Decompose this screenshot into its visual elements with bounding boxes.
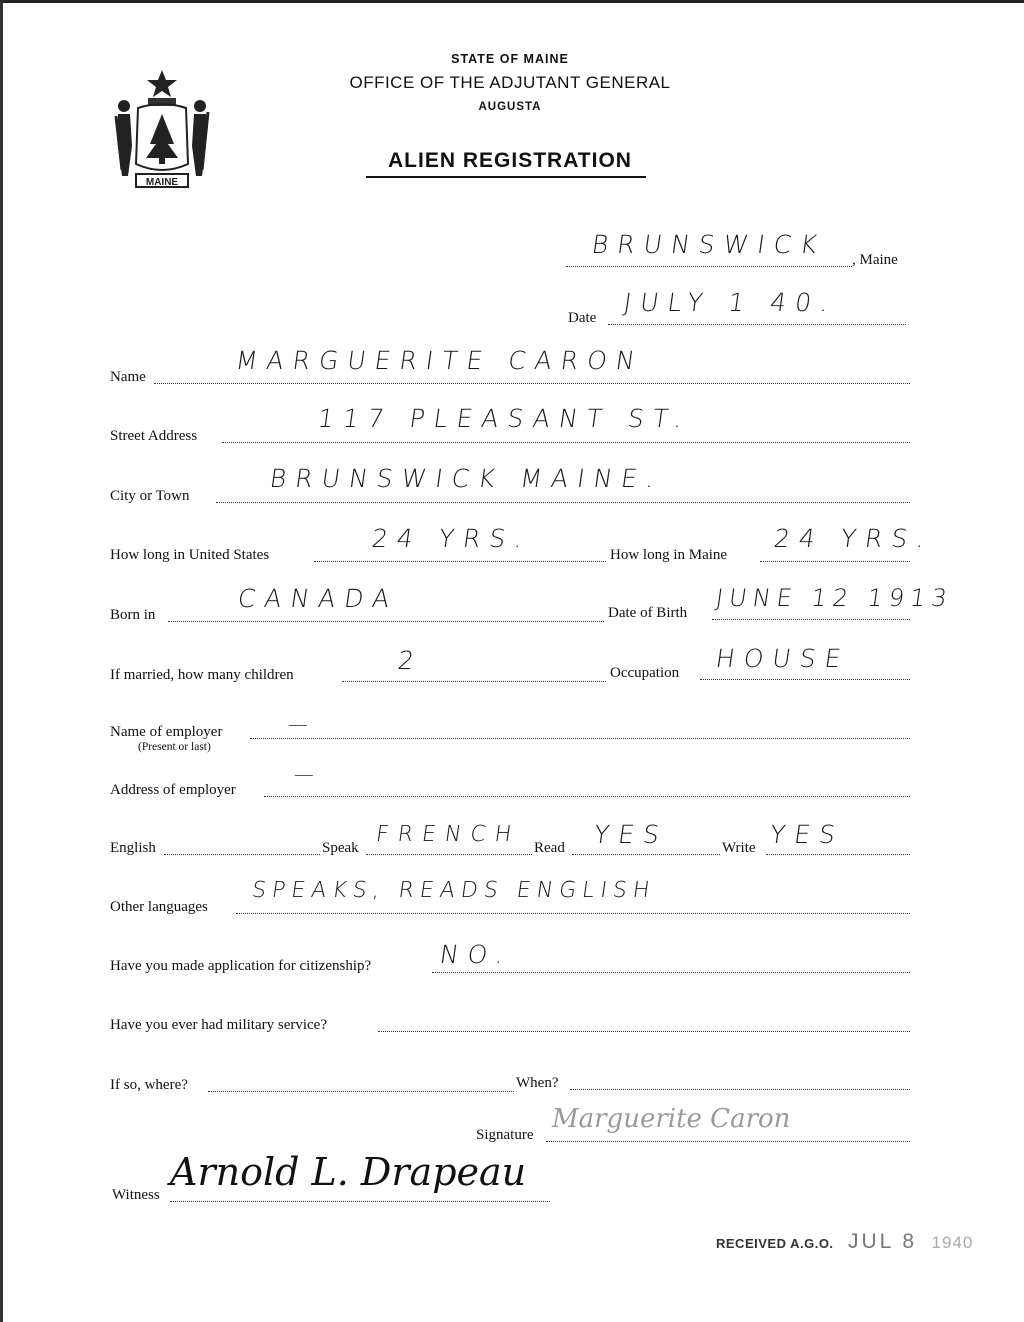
military-label: Have you ever had military service? [110,1017,327,1033]
occupation-label: Occupation [610,665,680,681]
signature-label: Signature [476,1127,534,1143]
read-value: YES [591,820,670,849]
place-suffix: , Maine [852,252,898,268]
other-languages-value: SPEAKS, READS ENGLISH [250,878,658,903]
occupation-line [700,679,910,680]
english-line [164,854,320,855]
received-stamp [716,1230,973,1254]
page-border-left [0,0,3,1322]
header-office: OFFICE OF THE ADJUTANT GENERAL [349,73,671,92]
read-label: Read [534,840,565,856]
employer-address-line [264,796,910,797]
citizenship-label: Have you made application for citizenship? [110,958,372,974]
signature-line [546,1141,910,1142]
employer-address-label: Address of employer [110,782,236,798]
dob-value: JUNE 12 1913 [714,584,955,612]
speak-line [366,854,532,855]
stamp-text: RECEIVED A.G.O. [716,1236,834,1251]
header-state: STATE OF MAINE [451,52,569,66]
witness-label: Witness [112,1187,160,1203]
street-value: 117 PLEASANT ST. [315,404,694,433]
born-line [168,621,604,622]
employer-sublabel: (Present or last) [138,741,211,753]
other-languages-line [236,913,910,914]
place-line [566,266,852,267]
children-label: If married, how many children [110,667,294,683]
children-line [342,681,606,682]
signature-value: Marguerite Caron [552,1104,791,1134]
employer-line [250,738,910,739]
read-line [572,854,720,855]
date-line [608,324,906,325]
street-label: Street Address [110,428,198,444]
stamp-year: 1940 [931,1233,974,1252]
english-label: English [110,840,156,856]
form-title: ALIEN REGISTRATION [388,149,632,172]
name-line [154,383,910,384]
employer-value: — [286,712,319,736]
occupation-value: HOUSE [713,644,852,673]
children-value: 2 [395,646,425,675]
svg-text:MAINE: MAINE [145,177,179,188]
speak-value: FRENCH [374,822,522,847]
born-value: CANADA [235,584,401,613]
city-label: City or Town [110,488,190,504]
where-label: If so, where? [110,1077,188,1093]
write-line [766,854,910,855]
write-label: Write [722,840,756,856]
speak-label: Speak [322,840,359,856]
witness-signature: Arnold L. Drapeau [170,1150,527,1194]
citizenship-line [432,972,910,973]
maine-years-label: How long in Maine [610,547,728,563]
maine-state-seal-icon [108,66,216,190]
us-years-value: 24 YRS. [369,524,534,553]
page-border-top [0,0,1024,3]
header-city: AUGUSTA [478,101,542,113]
witness-line [170,1201,550,1202]
citizenship-value: NO. [437,940,515,969]
when-label: When? [516,1075,559,1091]
stamp-date: JUL 8 [848,1230,918,1253]
name-label: Name [110,369,146,385]
employer-address-value: — [292,762,325,786]
maine-years-value: 24 YRS. [771,524,936,553]
write-value: YES [767,820,846,849]
title-underline [366,176,646,178]
city-value: BRUNSWICK MAINE. [267,464,666,493]
where-line [208,1091,514,1092]
us-years-line [314,561,606,562]
military-line [378,1031,910,1032]
place-value: BRUNSWICK [589,230,828,259]
street-line [222,442,910,443]
maine-years-line [760,561,910,562]
date-value: JULY 1 40. [621,288,840,317]
employer-label: Name of employer [110,724,223,740]
born-label: Born in [110,607,156,623]
city-line [216,502,910,503]
dob-label: Date of Birth [608,605,688,621]
us-years-label: How long in United States [110,547,270,563]
when-line [570,1089,910,1090]
name-value: MARGUERITE CARON [233,346,646,375]
date-label: Date [568,310,597,326]
other-languages-label: Other languages [110,899,208,915]
dob-line [712,619,910,620]
